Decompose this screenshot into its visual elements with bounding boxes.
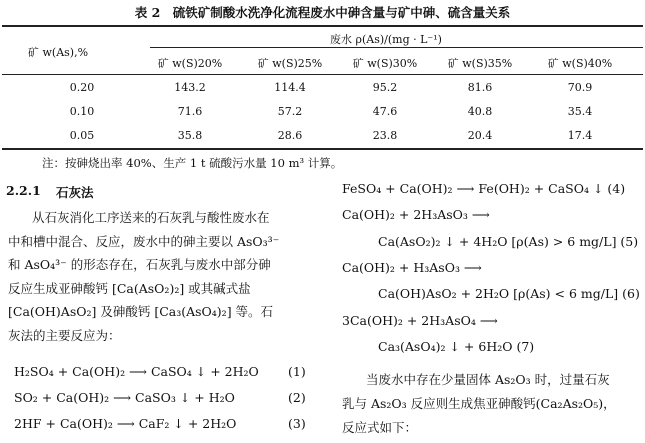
column-header: 矿 w(S)20% <box>157 57 223 70</box>
paragraph-line: 从石灰消化工序送来的石灰乳与酸性废水在 <box>32 210 270 225</box>
table-bottom-rule <box>2 148 643 150</box>
row-as-value: 0.05 <box>69 129 95 142</box>
table-cell: 35.8 <box>177 129 203 142</box>
column-header: 矿 w(S)25% <box>257 57 323 70</box>
section-number: 2.2.1 <box>6 183 41 198</box>
paragraph-line: 反应生成亚砷酸钙 [Ca(AsO₂)₂] 或其碱式盐 <box>8 280 251 296</box>
equation-line: 3Ca(OH)₂ + 2H₃AsO₄ ⟶ <box>342 312 498 328</box>
table-cell: 81.6 <box>467 81 493 94</box>
equation-line: Ca(AsO₂)₂ ↓ + 4H₂O [ρ(As) > 6 mg/L] (5) <box>378 233 639 249</box>
table-cell: 71.6 <box>177 105 203 118</box>
table-cell: 143.2 <box>174 81 206 94</box>
paragraph-line: 当废水中存在少量固体 As₂O₃ 时，过量石灰 <box>366 372 610 387</box>
paragraph-line: 乳与 As₂O₃ 反应则生成焦亚砷酸钙(Ca₂As₂O₅)， <box>342 396 616 411</box>
paragraph-line: 反应式如下： <box>342 420 418 435</box>
equation-line: FeSO₄ + Ca(OH)₂ ⟶ Fe(OH)₂ + CaSO₄ ↓ (4) <box>342 181 626 196</box>
paragraph-line: [Ca(OH)AsO₂] 及砷酸钙 [Ca₃(AsO₄)₂] 等。石 <box>8 304 274 320</box>
paragraph-line: 灰法的主要反应为： <box>8 328 121 343</box>
table-cell: 28.6 <box>277 129 303 142</box>
equation: SO₂ + Ca(OH)₂ ⟶ CaSO₃ ↓ + H₂O <box>14 390 235 405</box>
equation-number: (3) <box>288 416 306 431</box>
column-header: 矿 w(S)30% <box>352 57 418 70</box>
table-cell: 40.8 <box>467 105 493 118</box>
table-cell: 95.2 <box>372 81 398 94</box>
table-header-rule <box>2 74 643 75</box>
equation-line: Ca(OH)₂ + 2H₃AsO₃ ⟶ <box>342 207 490 223</box>
column-header: 矿 w(S)35% <box>447 57 513 70</box>
section-heading: 石灰法 <box>56 185 94 200</box>
table-cell: 70.9 <box>567 81 593 94</box>
equation-number: (2) <box>288 390 306 405</box>
paragraph-line: 中和槽中混合、反应，废水中的砷主要以 AsO₃³⁻ <box>8 233 280 249</box>
equation-line: Ca(OH)AsO₂ + 2H₂O [ρ(As) < 6 mg/L] (6) <box>378 286 640 302</box>
column-header: 矿 w(S)40% <box>547 57 613 70</box>
equation-number: (1) <box>288 364 306 379</box>
row-as-value: 0.10 <box>69 105 95 118</box>
table-cell: 17.4 <box>567 129 593 142</box>
equation-line: Ca₃(AsO₄)₂ ↓ + 6H₂O (7) <box>378 338 535 354</box>
table-group-rule <box>150 47 643 48</box>
row-header: 矿 w(As),% <box>28 46 89 59</box>
table-top-rule <box>2 25 643 27</box>
equation-line: Ca(OH)₂ + H₃AsO₃ ⟶ <box>342 259 482 275</box>
group-header: 废水 ρ(As)/(mg · L⁻¹) <box>330 33 442 46</box>
table-caption: 表 2 硫铁矿制酸水洗净化流程废水中砷含量与矿中砷、硫含量关系 <box>134 5 511 20</box>
table-cell: 57.2 <box>277 105 303 118</box>
table-cell: 20.4 <box>467 129 493 142</box>
row-as-value: 0.20 <box>69 81 95 94</box>
table-cell: 114.4 <box>274 81 306 94</box>
paragraph-line: 和 AsO₄³⁻ 的形态存在，石灰乳与废水中部分砷 <box>8 257 271 273</box>
equation: 2HF + Ca(OH)₂ ⟶ CaF₂ ↓ + 2H₂O <box>14 416 237 431</box>
table-cell: 23.8 <box>372 129 398 142</box>
table-note: 注：按砷烧出率 40%、生产 1 t 硫酸污水量 10 m³ 计算。 <box>42 156 343 170</box>
table-cell: 47.6 <box>372 105 398 118</box>
table-cell: 35.4 <box>567 105 593 118</box>
equation: H₂SO₄ + Ca(OH)₂ ⟶ CaSO₄ ↓ + 2H₂O <box>14 364 259 379</box>
